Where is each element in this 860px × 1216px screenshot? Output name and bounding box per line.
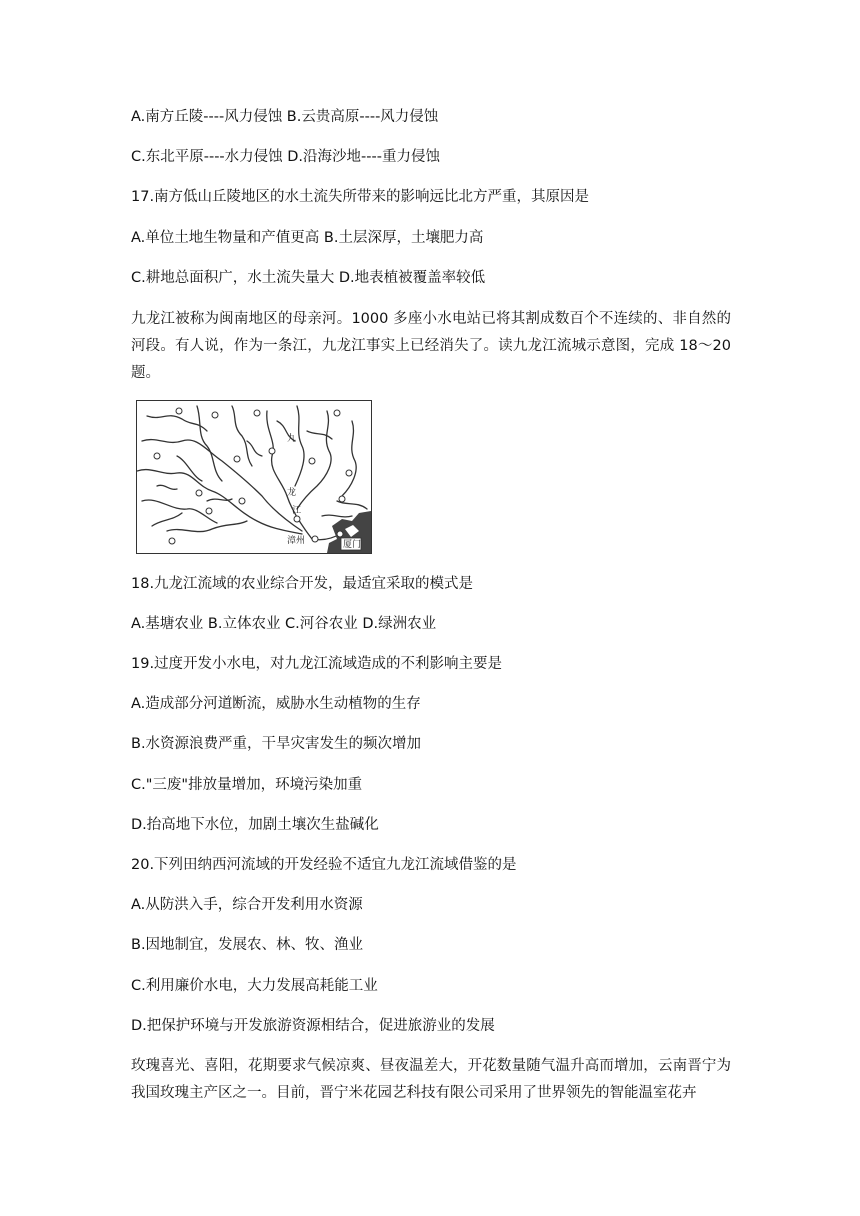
city-label-xiamen: 厦门 [343, 540, 362, 550]
question-17: 17.南方低山丘陵地区的水土流失所带来的影响远比北方严重，其原因是 [131, 189, 590, 205]
option-line: A.从防洪入手，综合开发利用水资源 [131, 897, 363, 913]
question-20: 20.下列田纳西河流域的开发经验不适宜九龙江流域借鉴的是 [131, 857, 517, 873]
passage-rose: 玫瑰喜光、喜阳，花期要求气候凉爽、昼夜温差大，开花数量随气温升高而增加，云南晋宁为我国玫瑰主产区之一。目前，晋宁米花园艺科技有限公司采用了世界领先的智能温室花卉 [131, 1058, 731, 1101]
option-line: C.东北平原----水力侵蚀 D.沿海沙地----重力侵蚀 [131, 149, 440, 165]
question-18: 18.九龙江流域的农业综合开发，最适宜采取的模式是 [131, 576, 474, 592]
river-label-jiang: 江 [292, 506, 302, 516]
option-line: A.基塘农业 B.立体农业 C.河谷农业 D.绿洲农业 [131, 616, 437, 632]
river-label-jiu: 九 [287, 434, 297, 444]
city-label-zhangzhou: 漳州 [287, 536, 306, 546]
option-line: C.耕地总面积广，水土流失量大 D.地表植被覆盖率较低 [131, 270, 486, 286]
option-line: D.抬高地下水位，加剧土壤次生盐碱化 [131, 817, 379, 833]
question-19: 19.过度开发小水电，对九龙江流域造成的不利影响主要是 [131, 656, 503, 672]
option-line: A.造成部分河道断流，威胁水生动植物的生存 [131, 696, 421, 712]
river-network-figure [137, 401, 371, 553]
jiulong-river-basin-map [136, 400, 372, 554]
passage-jiulong-river: 九龙江被称为闽南地区的母亲河。1000 多座小水电站已将其割成数百个不连续的、非自然的河段。有人说，作为一条江，九龙江事实上已经消失了。读九龙江流城示意图，完成 18～20 题。 [131, 311, 731, 381]
option-line: C.利用廉价水电，大力发展高耗能工业 [131, 978, 378, 994]
option-line: D.把保护环境与开发旅游资源相结合，促进旅游业的发展 [131, 1018, 495, 1034]
river-label-long: 龙 [287, 488, 297, 498]
option-line: A.单位土地生物量和产值更高 B.土层深厚，土壤肥力高 [131, 230, 484, 246]
option-line: C."三废"排放量增加，环境污染加重 [131, 777, 363, 793]
option-line: A.南方丘陵----风力侵蚀 B.云贵高原----风力侵蚀 [131, 109, 439, 125]
option-line: B.水资源浪费严重，干旱灾害发生的频次增加 [131, 736, 422, 752]
option-line: B.因地制宜，发展农、林、牧、渔业 [131, 937, 364, 953]
